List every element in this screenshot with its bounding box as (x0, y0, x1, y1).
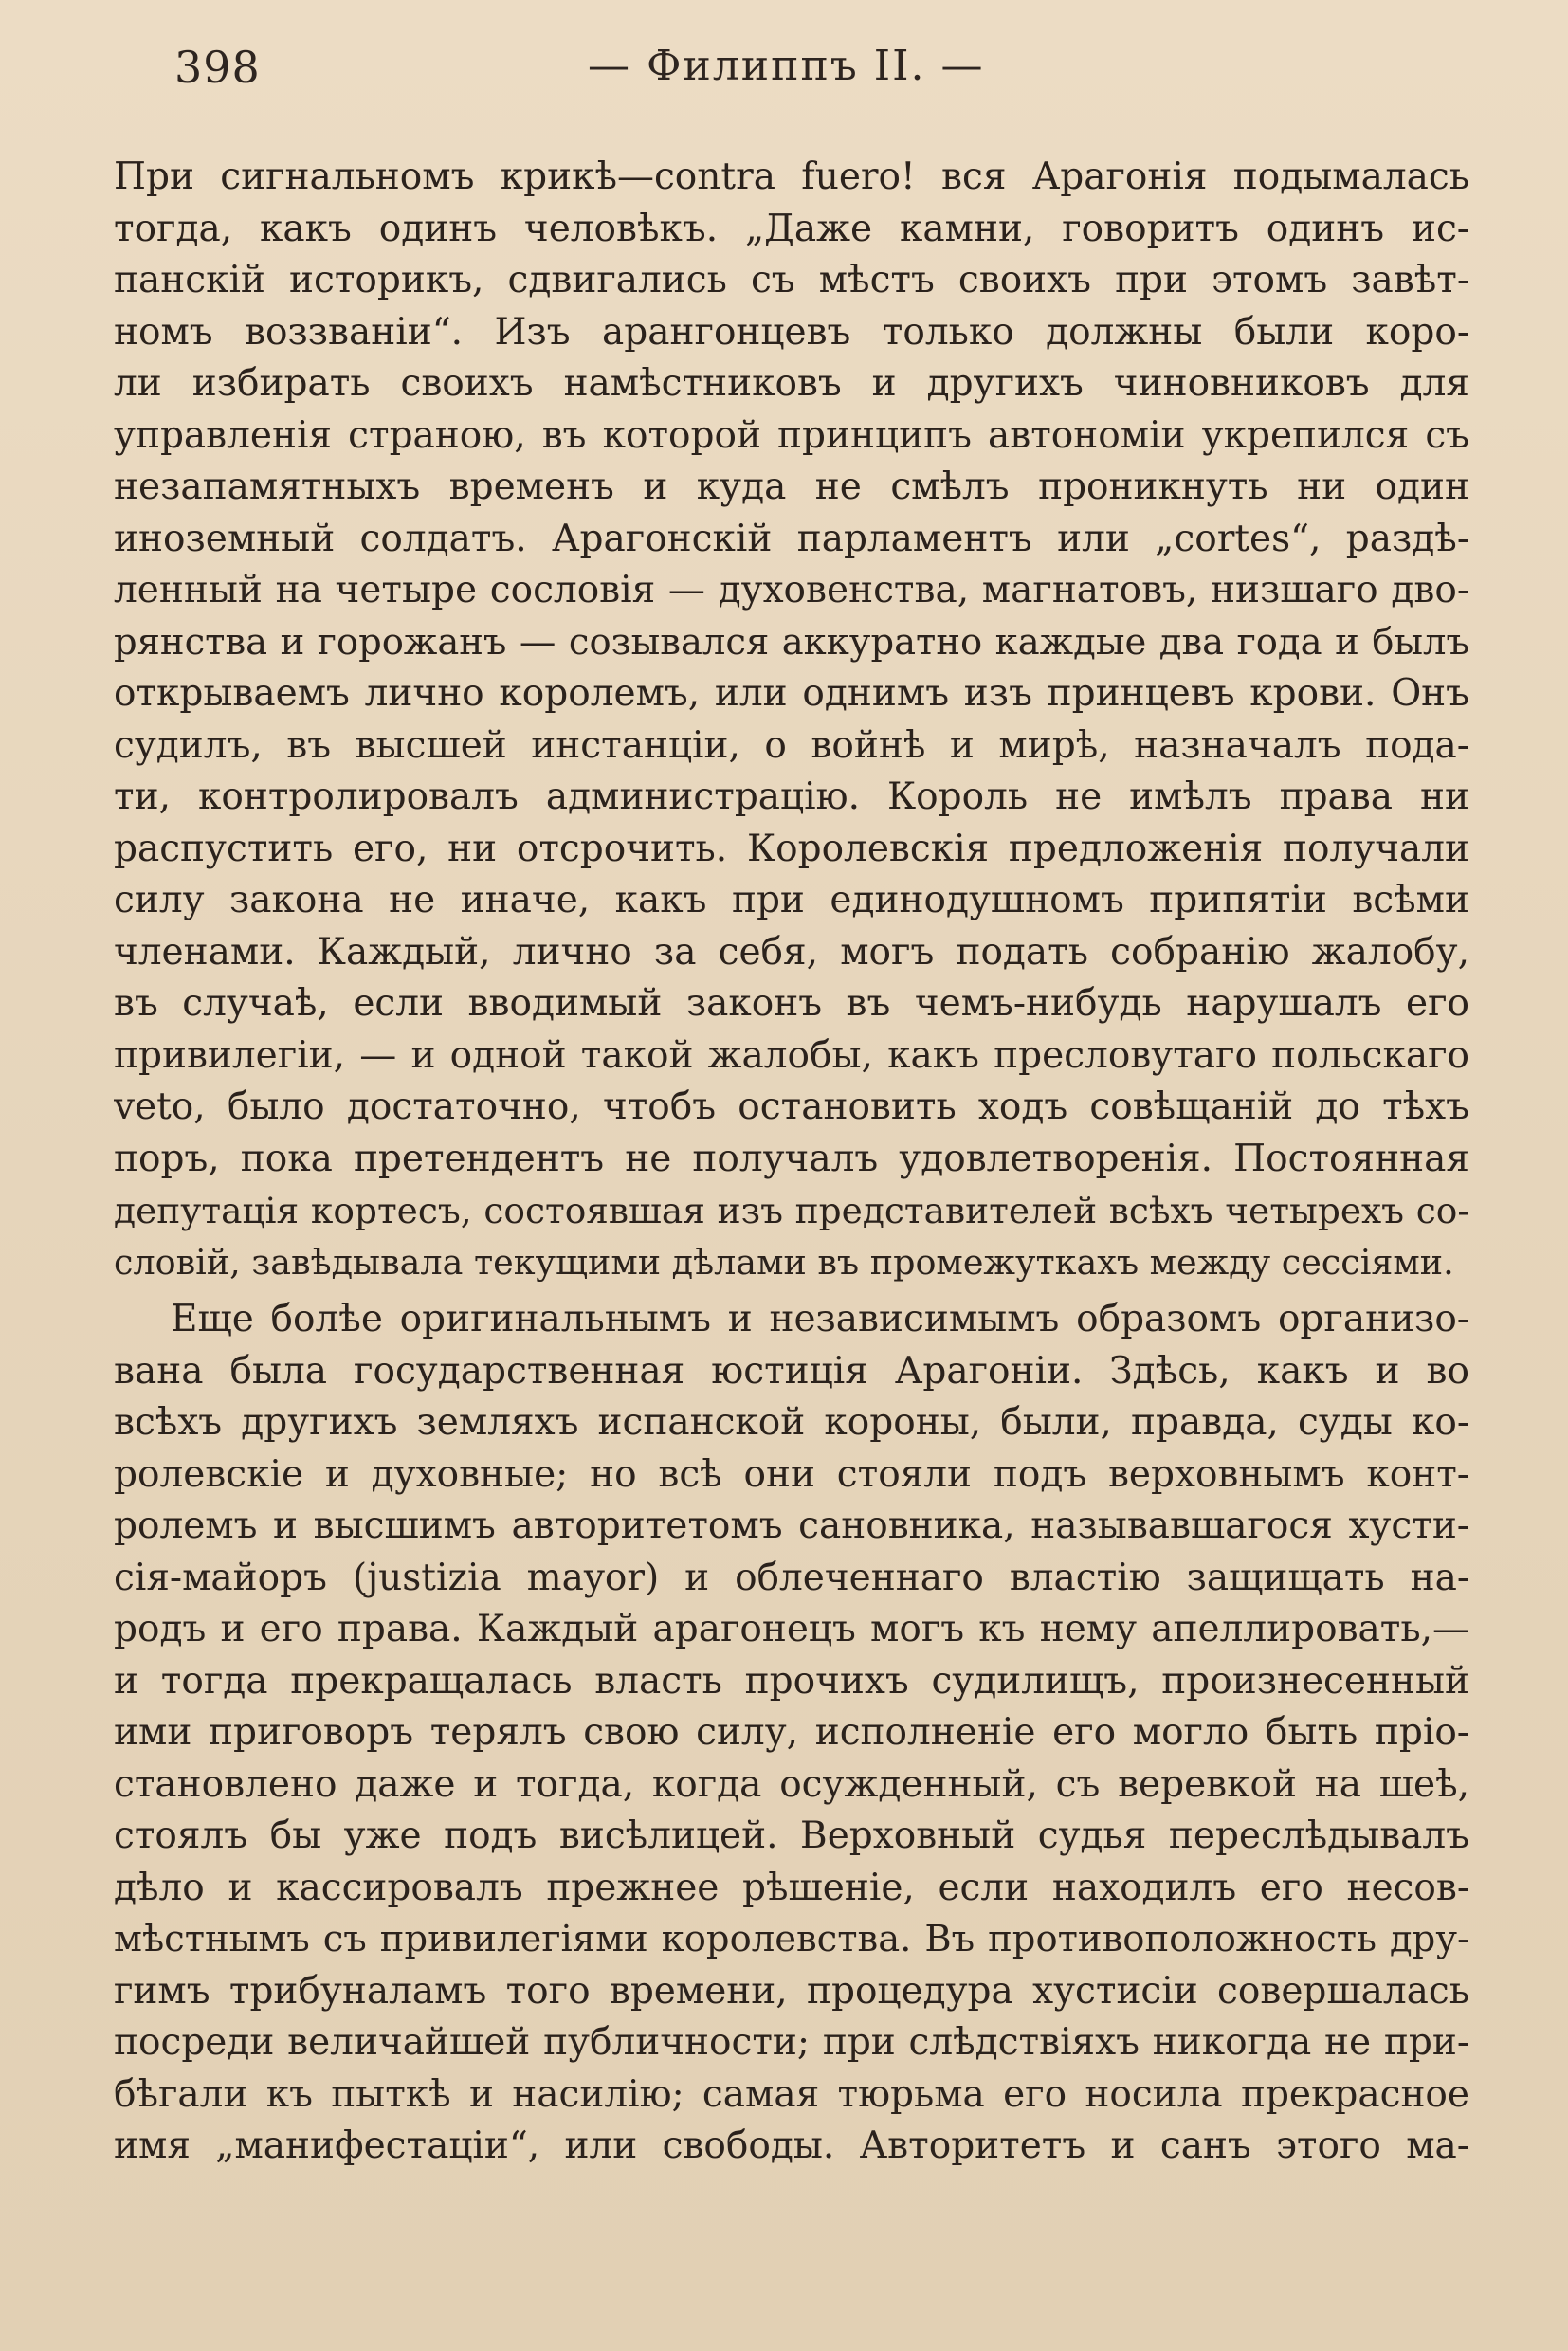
text-line: становлено даже и тогда, когда осужденный, съ веревкой на шеѣ, (114, 1762, 1469, 1806)
text-line: родъ и его права. Каждый арагонецъ могъ къ нему апеллировать,— (114, 1608, 1469, 1650)
running-head: — Филиппъ II. — (588, 42, 985, 90)
page-number: 398 (174, 42, 261, 93)
text-line: ти, контролировалъ администрацію. Король не имѣлъ права ни (114, 775, 1469, 818)
text-line: сія-майоръ (justizia mayor) и облеченнаго властію защищать на- (114, 1556, 1469, 1599)
text-line: панскій историкъ, сдвигались съ мѣстъ своихъ при этомъ завѣт- (114, 259, 1469, 301)
text-line: рянства и горожанъ — созывался аккуратно каждые два года и былъ (114, 620, 1469, 664)
paragraph (114, 152, 1469, 1288)
text-line: ролемъ и высшимъ авторитетомъ сановника, называвшагося хусти- (114, 1504, 1469, 1547)
text-line: поръ, пока претендентъ не получалъ удовлетворенія. Постоянная (114, 1137, 1469, 1180)
paragraph (114, 1294, 1469, 2173)
body-text (114, 152, 1469, 2173)
text-line: ли избирать своихъ намѣстниковъ и другихъ чиновниковъ для (114, 362, 1469, 405)
text-line: бѣгали къ пыткѣ и насилію; самая тюрьма его носила прекрасное (114, 2072, 1469, 2116)
text-line: тогда, какъ одинъ человѣкъ. „Даже камни, говоритъ одинъ ис- (114, 207, 1469, 250)
text-line: судилъ, въ высшей инстанціи, о войнѣ и мирѣ, назначалъ пода- (114, 723, 1469, 767)
text-line: силу закона не иначе, какъ при единодушномъ припятіи всѣми (114, 879, 1469, 921)
text-line: ролевскіе и духовные; но всѣ они стояли подъ верховнымъ конт- (114, 1452, 1469, 1496)
text-line: veto, было достаточно, чтобъ остановить ходъ совѣщаній до тѣхъ (114, 1085, 1469, 1128)
text-line: вана была государственная юстиція Арагоніи. Здѣсь, какъ и во (114, 1349, 1469, 1393)
text-line: словій, завѣдывала текущими дѣлами въ промежуткахъ между сессіями. (114, 1241, 1454, 1283)
text-line: членами. Каждый, лично за себя, могъ подать собранію жалобу, (114, 930, 1469, 974)
text-line: Еще болѣе оригинальнымъ и независимымъ образомъ организо- (171, 1298, 1469, 1340)
text-line: въ случаѣ, если вводимый законъ въ чемъ-нибудь нарушалъ его (114, 982, 1469, 1025)
text-line: управленія страною, въ которой принципъ автономіи укрепился съ (114, 413, 1469, 457)
text-line: номъ воззваніи“. Изъ арангонцевъ только должны были коро- (114, 310, 1469, 354)
text-line: мѣстнымъ съ привилегіями королевства. Въ противоположность дру- (114, 1918, 1469, 1960)
text-line: всѣхъ другихъ земляхъ испанской короны, были, правда, суды ко- (114, 1401, 1469, 1444)
text-line: гимъ трибуналамъ того времени, процедура хустисіи совершалась (114, 1969, 1469, 2013)
text-line: посреди величайшей публичности; при слѣдствіяхъ никогда не при- (114, 2021, 1469, 2064)
text-line: и тогда прекращалась власть прочихъ судилищъ, произнесенный (114, 1659, 1469, 1703)
text-line: имя „манифестаціи“, или свободы. Авторитетъ и санъ этого ма- (114, 2124, 1469, 2167)
text-line: открываемъ лично королемъ, или однимъ изъ принцевъ крови. Онъ (114, 672, 1469, 715)
text-line: дѣло и кассировалъ прежнее рѣшеніе, если находилъ его несов- (114, 1866, 1469, 1909)
text-line: депутація кортесъ, состоявшая изъ представителей всѣхъ четырехъ со- (114, 1190, 1469, 1231)
text-line: При сигнальномъ крикѣ—contra fuero! вся Арагонія подымалась (114, 155, 1469, 198)
text-line: ими приговоръ терялъ свою силу, исполненіе его могло быть пріо- (114, 1711, 1469, 1754)
text-line: привилегіи, — и одной такой жалобы, какъ пресловутаго польскаго (114, 1033, 1469, 1077)
text-line: распустить его, ни отсрочить. Королевскія предложенія получали (114, 827, 1469, 870)
text-line: ленный на четыре сословія — духовенства, магнатовъ, низшаго дво- (114, 569, 1469, 611)
text-line: иноземный солдатъ. Арагонскій парламентъ или „cortes“, раздѣ- (114, 517, 1469, 560)
text-line: незапамятныхъ временъ и куда не смѣлъ проникнуть ни один (114, 465, 1469, 508)
text-line: стоялъ бы уже подъ висѣлицей. Верховный судья переслѣдывалъ (114, 1814, 1469, 1857)
